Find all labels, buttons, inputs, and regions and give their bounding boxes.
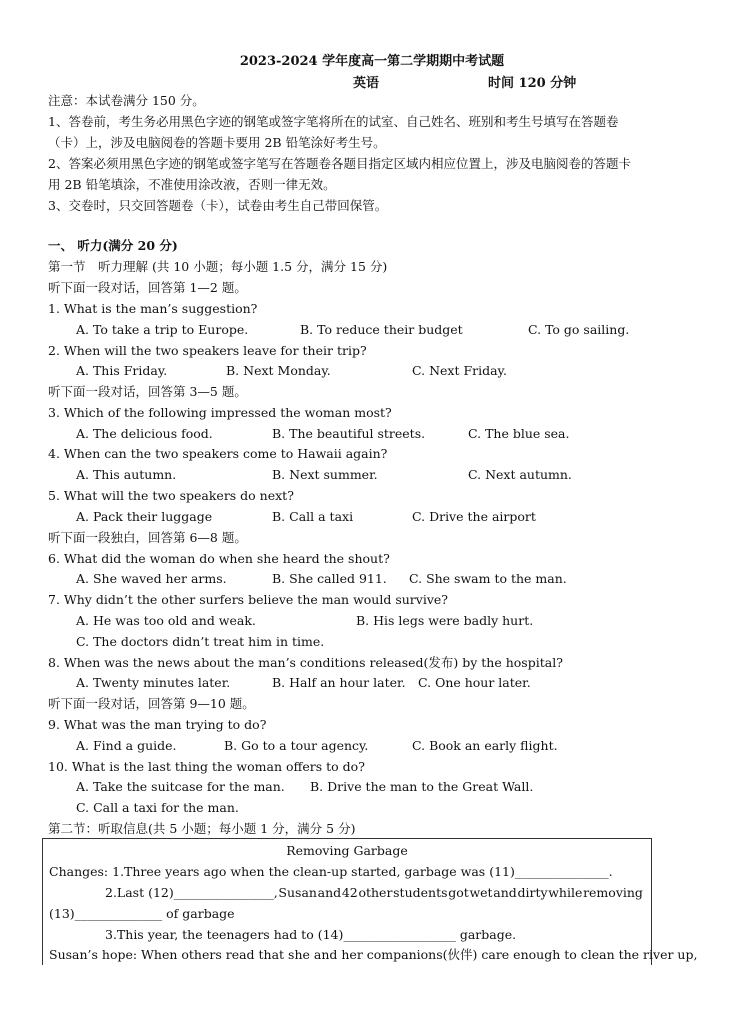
box-word: dirty bbox=[517, 885, 548, 900]
option-b: B. To reduce their budget bbox=[300, 322, 463, 337]
box-line: (13)______________ of garbage bbox=[49, 906, 235, 921]
option-a: A. Find a guide. bbox=[76, 738, 177, 753]
option-c: C. The blue sea. bbox=[468, 426, 570, 441]
option-c: C. The doctors didn’t treat him in time. bbox=[76, 634, 325, 649]
option-b: B. Next Monday. bbox=[226, 363, 331, 378]
instruction: 听下面一段对话，回答第 3—5 题。 bbox=[48, 384, 247, 399]
box-word: students bbox=[393, 885, 448, 900]
option-c: C. Next Friday. bbox=[412, 363, 507, 378]
box-word: 42 bbox=[341, 885, 358, 900]
option-a: A. This Friday. bbox=[76, 363, 168, 378]
instruction: 听下面一段对话，回答第 9—10 题。 bbox=[48, 696, 255, 711]
note-line: （卡）上，涉及电脑阅卷的答题卡要用 2B 铅笔涂好考生号。 bbox=[48, 135, 386, 150]
box-word: other bbox=[358, 885, 393, 900]
instruction: 听下面一段独白，回答第 6—8 题。 bbox=[48, 530, 247, 545]
question: 8. When was the news about the man’s conditions released(发布) by the hospital? bbox=[48, 655, 563, 670]
option-b: B. Go to a tour agency. bbox=[224, 738, 369, 753]
subject-label: 英语 bbox=[353, 76, 380, 91]
question: 10. What is the last thing the woman offers to do? bbox=[48, 759, 365, 774]
option-a: A. To take a trip to Europe. bbox=[76, 322, 249, 337]
question: 7. Why didn’t the other surfers believe the man would survive? bbox=[48, 592, 448, 607]
question: 1. What is the man’s suggestion? bbox=[48, 301, 258, 316]
question: 4. When can the two speakers come to Hawaii again? bbox=[48, 446, 388, 461]
option-c: C. Call a taxi for the man. bbox=[76, 800, 239, 815]
option-a: A. She waved her arms. bbox=[76, 571, 227, 586]
option-a: A. He was too old and weak. bbox=[76, 613, 256, 628]
box-line: Changes: 1.Three years ago when the clean-up started, garbage was (11)_______________. bbox=[49, 864, 613, 879]
question: 9. What was the man trying to do? bbox=[48, 717, 267, 732]
box-word: 2.Last (12)________________, bbox=[105, 885, 278, 900]
option-b: B. She called 911. bbox=[272, 571, 387, 586]
exam-title: 2023-2024 学年度高一第二学期期中考试题 bbox=[239, 54, 505, 69]
instruction: 听下面一段对话，回答第 1—2 题。 bbox=[48, 280, 247, 295]
note-line: 用 2B 铅笔填涂，不准使用涂改液，否则一律无效。 bbox=[48, 177, 336, 192]
box-word: wet bbox=[469, 885, 493, 900]
question: 6. What did the woman do when she heard the shout? bbox=[48, 551, 390, 566]
part2-heading: 第二节：听取信息(共 5 小题；每小题 1 分，满分 5 分) bbox=[48, 821, 356, 836]
option-a: A. This autumn. bbox=[76, 467, 177, 482]
option-a: A. Take the suitcase for the man. bbox=[76, 779, 285, 794]
box-word: Susan bbox=[278, 885, 317, 900]
box-word: and bbox=[317, 885, 342, 900]
option-c: C. One hour later. bbox=[418, 675, 531, 690]
option-a: A. The delicious food. bbox=[76, 426, 213, 441]
option-b: B. Drive the man to the Great Wall. bbox=[310, 779, 534, 794]
note-line: 注意：本试卷满分 150 分。 bbox=[48, 93, 205, 108]
note-line: 2、答案必须用黑色字迹的钢笔或签字笔写在答题卷各题目指定区域内相应位置上，涉及电脑阅卷的答题卡 bbox=[48, 156, 631, 171]
option-b: B. The beautiful streets. bbox=[272, 426, 426, 441]
box-word: removing bbox=[583, 885, 643, 900]
option-b: B. Next summer. bbox=[272, 467, 378, 482]
box-word: while bbox=[548, 885, 583, 900]
question: 2. When will the two speakers leave for their trip? bbox=[48, 343, 367, 358]
note-line: 1、答卷前，考生务必用黑色字迹的钢笔或签字笔将所在的试室、自己姓名、班别和考生号填写在答题卷 bbox=[48, 114, 619, 129]
box-title: Removing Garbage bbox=[286, 843, 408, 858]
option-c: C. Drive the airport bbox=[412, 509, 536, 524]
section-heading: 一、 听力(满分 20 分) bbox=[48, 238, 178, 253]
question: 3. Which of the following impressed the woman most? bbox=[48, 405, 392, 420]
option-a: A. Pack their luggage bbox=[76, 509, 213, 524]
info-table-box bbox=[42, 838, 698, 965]
option-b: B. Call a taxi bbox=[272, 509, 354, 524]
note-line: 3、交卷时，只交回答题卷（卡），试卷由考生自己带回保管。 bbox=[48, 198, 388, 213]
option-b: B. His legs were badly hurt. bbox=[356, 613, 534, 628]
box-line bbox=[105, 885, 643, 901]
time-label: 时间 120 分钟 bbox=[488, 76, 577, 91]
option-c: C. She swam to the man. bbox=[409, 571, 567, 586]
option-c: C. Next autumn. bbox=[468, 467, 572, 482]
box-line: 3.This year, the teenagers had to (14)__________________ garbage. bbox=[105, 927, 517, 942]
question: 5. What will the two speakers do next? bbox=[48, 488, 294, 503]
part1-heading: 第一节 听力理解 (共 10 小题；每小题 1.5 分，满分 15 分) bbox=[48, 259, 388, 274]
option-c: C. To go sailing. bbox=[528, 322, 630, 337]
option-a: A. Twenty minutes later. bbox=[76, 675, 231, 690]
option-c: C. Book an early flight. bbox=[412, 738, 558, 753]
box-word: got bbox=[448, 885, 469, 900]
option-b: B. Half an hour later. bbox=[272, 675, 406, 690]
box-word: and bbox=[493, 885, 517, 900]
box-line: Susan’s hope: When others read that she and her companions(伙伴) care enough to clean the river up, bbox=[49, 947, 698, 962]
